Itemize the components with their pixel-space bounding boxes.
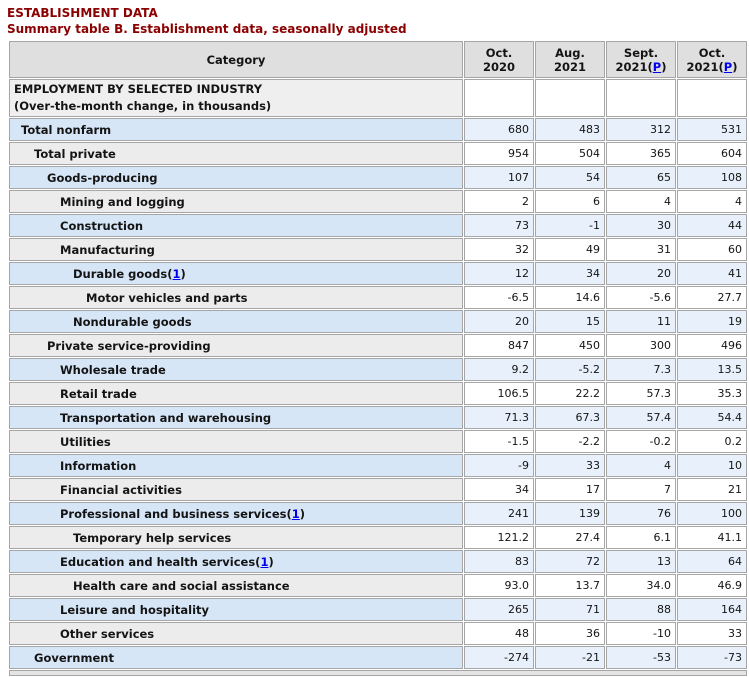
year-label: 2021 <box>615 59 648 74</box>
value-cell: 10 <box>677 454 747 477</box>
value-cell: 0.2 <box>677 430 747 453</box>
table-row <box>9 406 747 429</box>
value-cell: 41.1 <box>677 526 747 549</box>
value-cell: 35.3 <box>677 382 747 405</box>
value-cell: 57.3 <box>606 382 676 405</box>
category-cell: Professional and business services(1) <box>9 502 463 525</box>
value-cell: 7.3 <box>606 358 676 381</box>
category-cell: Education and health services(1) <box>9 550 463 573</box>
value-cell: -274 <box>464 646 534 669</box>
value-cell: 6 <box>535 190 605 213</box>
value-cell: -0.2 <box>606 430 676 453</box>
value-cell: 4 <box>606 454 676 477</box>
category-cell: Other services <box>9 622 463 645</box>
value-cell: 33 <box>677 622 747 645</box>
category-cell: Motor vehicles and parts <box>9 286 463 309</box>
value-cell: 93.0 <box>464 574 534 597</box>
value-cell: -9 <box>464 454 534 477</box>
value-cell: 15 <box>535 310 605 333</box>
empty-cell <box>464 79 534 117</box>
table-row <box>9 598 747 621</box>
value-cell: -73 <box>677 646 747 669</box>
value-cell: 57.4 <box>606 406 676 429</box>
value-cell: 60 <box>677 238 747 261</box>
bottom-partial-row <box>9 670 747 676</box>
value-cell: 31 <box>606 238 676 261</box>
value-cell: 504 <box>535 142 605 165</box>
footnote-link[interactable]: 1 <box>260 554 269 569</box>
value-cell: 44 <box>677 214 747 237</box>
month-label: Oct. <box>485 45 513 60</box>
column-header-oct-2020 <box>464 41 534 78</box>
table-row <box>9 550 747 573</box>
table-row <box>9 286 747 309</box>
year-label: 2021 <box>553 59 586 74</box>
provisional-link[interactable]: P <box>723 59 733 74</box>
table-row <box>9 574 747 597</box>
value-cell: 531 <box>677 118 747 141</box>
column-header-sept-2021: Sept. 2021(P) <box>606 41 676 78</box>
value-cell: 13.7 <box>535 574 605 597</box>
value-cell: 847 <box>464 334 534 357</box>
value-cell: 7 <box>606 478 676 501</box>
empty-cell <box>677 79 747 117</box>
value-cell: -5.6 <box>606 286 676 309</box>
value-cell: 34 <box>464 478 534 501</box>
table-row <box>9 382 747 405</box>
partial-row-cell <box>9 670 747 676</box>
month-label: Sept. <box>623 45 659 60</box>
category-cell: Retail trade <box>9 382 463 405</box>
section-header-row <box>9 79 747 117</box>
page-title: ESTABLISHMENT DATA <box>7 6 158 20</box>
value-cell: 71 <box>535 598 605 621</box>
category-cell: Temporary help services <box>9 526 463 549</box>
value-cell: 76 <box>606 502 676 525</box>
value-cell: 20 <box>464 310 534 333</box>
section-title-line1: EMPLOYMENT BY SELECTED INDUSTRY <box>14 82 263 96</box>
category-cell: Nondurable goods <box>9 310 463 333</box>
value-cell: 11 <box>606 310 676 333</box>
value-cell: 36 <box>535 622 605 645</box>
value-cell: 64 <box>677 550 747 573</box>
category-cell: Health care and social assistance <box>9 574 463 597</box>
value-cell: 2 <box>464 190 534 213</box>
value-cell: 450 <box>535 334 605 357</box>
value-cell: 14.6 <box>535 286 605 309</box>
value-cell: 73 <box>464 214 534 237</box>
category-cell: Information <box>9 454 463 477</box>
value-cell: -2.2 <box>535 430 605 453</box>
table-row <box>9 502 747 525</box>
value-cell: 4 <box>677 190 747 213</box>
category-cell: Manufacturing <box>9 238 463 261</box>
month-label: Aug. <box>555 45 585 60</box>
section-title-line2: (Over-the-month change, in thousands) <box>14 99 272 113</box>
value-cell: 34 <box>535 262 605 285</box>
value-cell: 67.3 <box>535 406 605 429</box>
value-cell: 54.4 <box>677 406 747 429</box>
category-cell: Utilities <box>9 430 463 453</box>
value-cell: 312 <box>606 118 676 141</box>
value-cell: 9.2 <box>464 358 534 381</box>
value-cell: 954 <box>464 142 534 165</box>
value-cell: 27.7 <box>677 286 747 309</box>
establishment-data-table <box>8 40 748 677</box>
value-cell: 107 <box>464 166 534 189</box>
value-cell: 300 <box>606 334 676 357</box>
value-cell: 20 <box>606 262 676 285</box>
table-row <box>9 430 747 453</box>
value-cell: 22.2 <box>535 382 605 405</box>
value-cell: 265 <box>464 598 534 621</box>
year-label: 2020 <box>482 59 515 74</box>
value-cell: -53 <box>606 646 676 669</box>
value-cell: -1.5 <box>464 430 534 453</box>
table-row <box>9 166 747 189</box>
value-cell: 30 <box>606 214 676 237</box>
value-cell: 46.9 <box>677 574 747 597</box>
table-row <box>9 262 747 285</box>
value-cell: 48 <box>464 622 534 645</box>
column-header-category: Category <box>9 41 463 78</box>
page-headings <box>7 5 407 37</box>
value-cell: 17 <box>535 478 605 501</box>
value-cell: 106.5 <box>464 382 534 405</box>
footnote-link[interactable]: 1 <box>291 506 300 521</box>
value-cell: 21 <box>677 478 747 501</box>
category-cell: Total nonfarm <box>9 118 463 141</box>
category-cell: Leisure and hospitality <box>9 598 463 621</box>
table-row <box>9 622 747 645</box>
category-cell: Mining and logging <box>9 190 463 213</box>
empty-cell <box>535 79 605 117</box>
value-cell: 680 <box>464 118 534 141</box>
value-cell: 65 <box>606 166 676 189</box>
category-cell: Private service-providing <box>9 334 463 357</box>
provisional-link[interactable]: P <box>652 59 662 74</box>
category-cell: Durable goods(1) <box>9 262 463 285</box>
value-cell: 32 <box>464 238 534 261</box>
value-cell: 27.4 <box>535 526 605 549</box>
value-cell: 54 <box>535 166 605 189</box>
category-cell: Financial activities <box>9 478 463 501</box>
table-row <box>9 310 747 333</box>
value-cell: 41 <box>677 262 747 285</box>
table-row <box>9 142 747 165</box>
value-cell: 139 <box>535 502 605 525</box>
table-header-row <box>9 41 747 78</box>
value-cell: 108 <box>677 166 747 189</box>
value-cell: 13.5 <box>677 358 747 381</box>
value-cell: 6.1 <box>606 526 676 549</box>
value-cell: 71.3 <box>464 406 534 429</box>
category-cell: Wholesale trade <box>9 358 463 381</box>
table-subtitle: Summary table B. Establishment data, seasonally adjusted <box>7 22 407 36</box>
value-cell: 4 <box>606 190 676 213</box>
table-row <box>9 190 747 213</box>
category-cell: Total private <box>9 142 463 165</box>
value-cell: 241 <box>464 502 534 525</box>
value-cell: 12 <box>464 262 534 285</box>
table-row <box>9 478 747 501</box>
value-cell: 100 <box>677 502 747 525</box>
value-cell: 496 <box>677 334 747 357</box>
category-cell: Goods-producing <box>9 166 463 189</box>
value-cell: 83 <box>464 550 534 573</box>
table-row <box>9 238 747 261</box>
value-cell: 13 <box>606 550 676 573</box>
table-row <box>9 454 747 477</box>
value-cell: 88 <box>606 598 676 621</box>
value-cell: -5.2 <box>535 358 605 381</box>
year-label: 2021 <box>686 59 719 74</box>
value-cell: 72 <box>535 550 605 573</box>
table-row <box>9 334 747 357</box>
value-cell: 121.2 <box>464 526 534 549</box>
empty-cell <box>606 79 676 117</box>
value-cell: 33 <box>535 454 605 477</box>
table-row <box>9 526 747 549</box>
value-cell: 164 <box>677 598 747 621</box>
table-row <box>9 646 747 669</box>
table-row <box>9 358 747 381</box>
value-cell: -1 <box>535 214 605 237</box>
section-title-cell <box>9 79 463 117</box>
value-cell: 49 <box>535 238 605 261</box>
value-cell: 365 <box>606 142 676 165</box>
value-cell: 34.0 <box>606 574 676 597</box>
value-cell: 19 <box>677 310 747 333</box>
category-cell: Construction <box>9 214 463 237</box>
value-cell: -10 <box>606 622 676 645</box>
column-header-oct-2021: Oct. 2021(P) <box>677 41 747 78</box>
value-cell: 483 <box>535 118 605 141</box>
category-cell: Government <box>9 646 463 669</box>
table-row <box>9 214 747 237</box>
value-cell: -6.5 <box>464 286 534 309</box>
value-cell: 604 <box>677 142 747 165</box>
footnote-link[interactable]: 1 <box>172 266 181 281</box>
value-cell: -21 <box>535 646 605 669</box>
column-header-aug-2021 <box>535 41 605 78</box>
table-row <box>9 118 747 141</box>
month-label: Oct. <box>698 45 726 60</box>
category-cell: Transportation and warehousing <box>9 406 463 429</box>
